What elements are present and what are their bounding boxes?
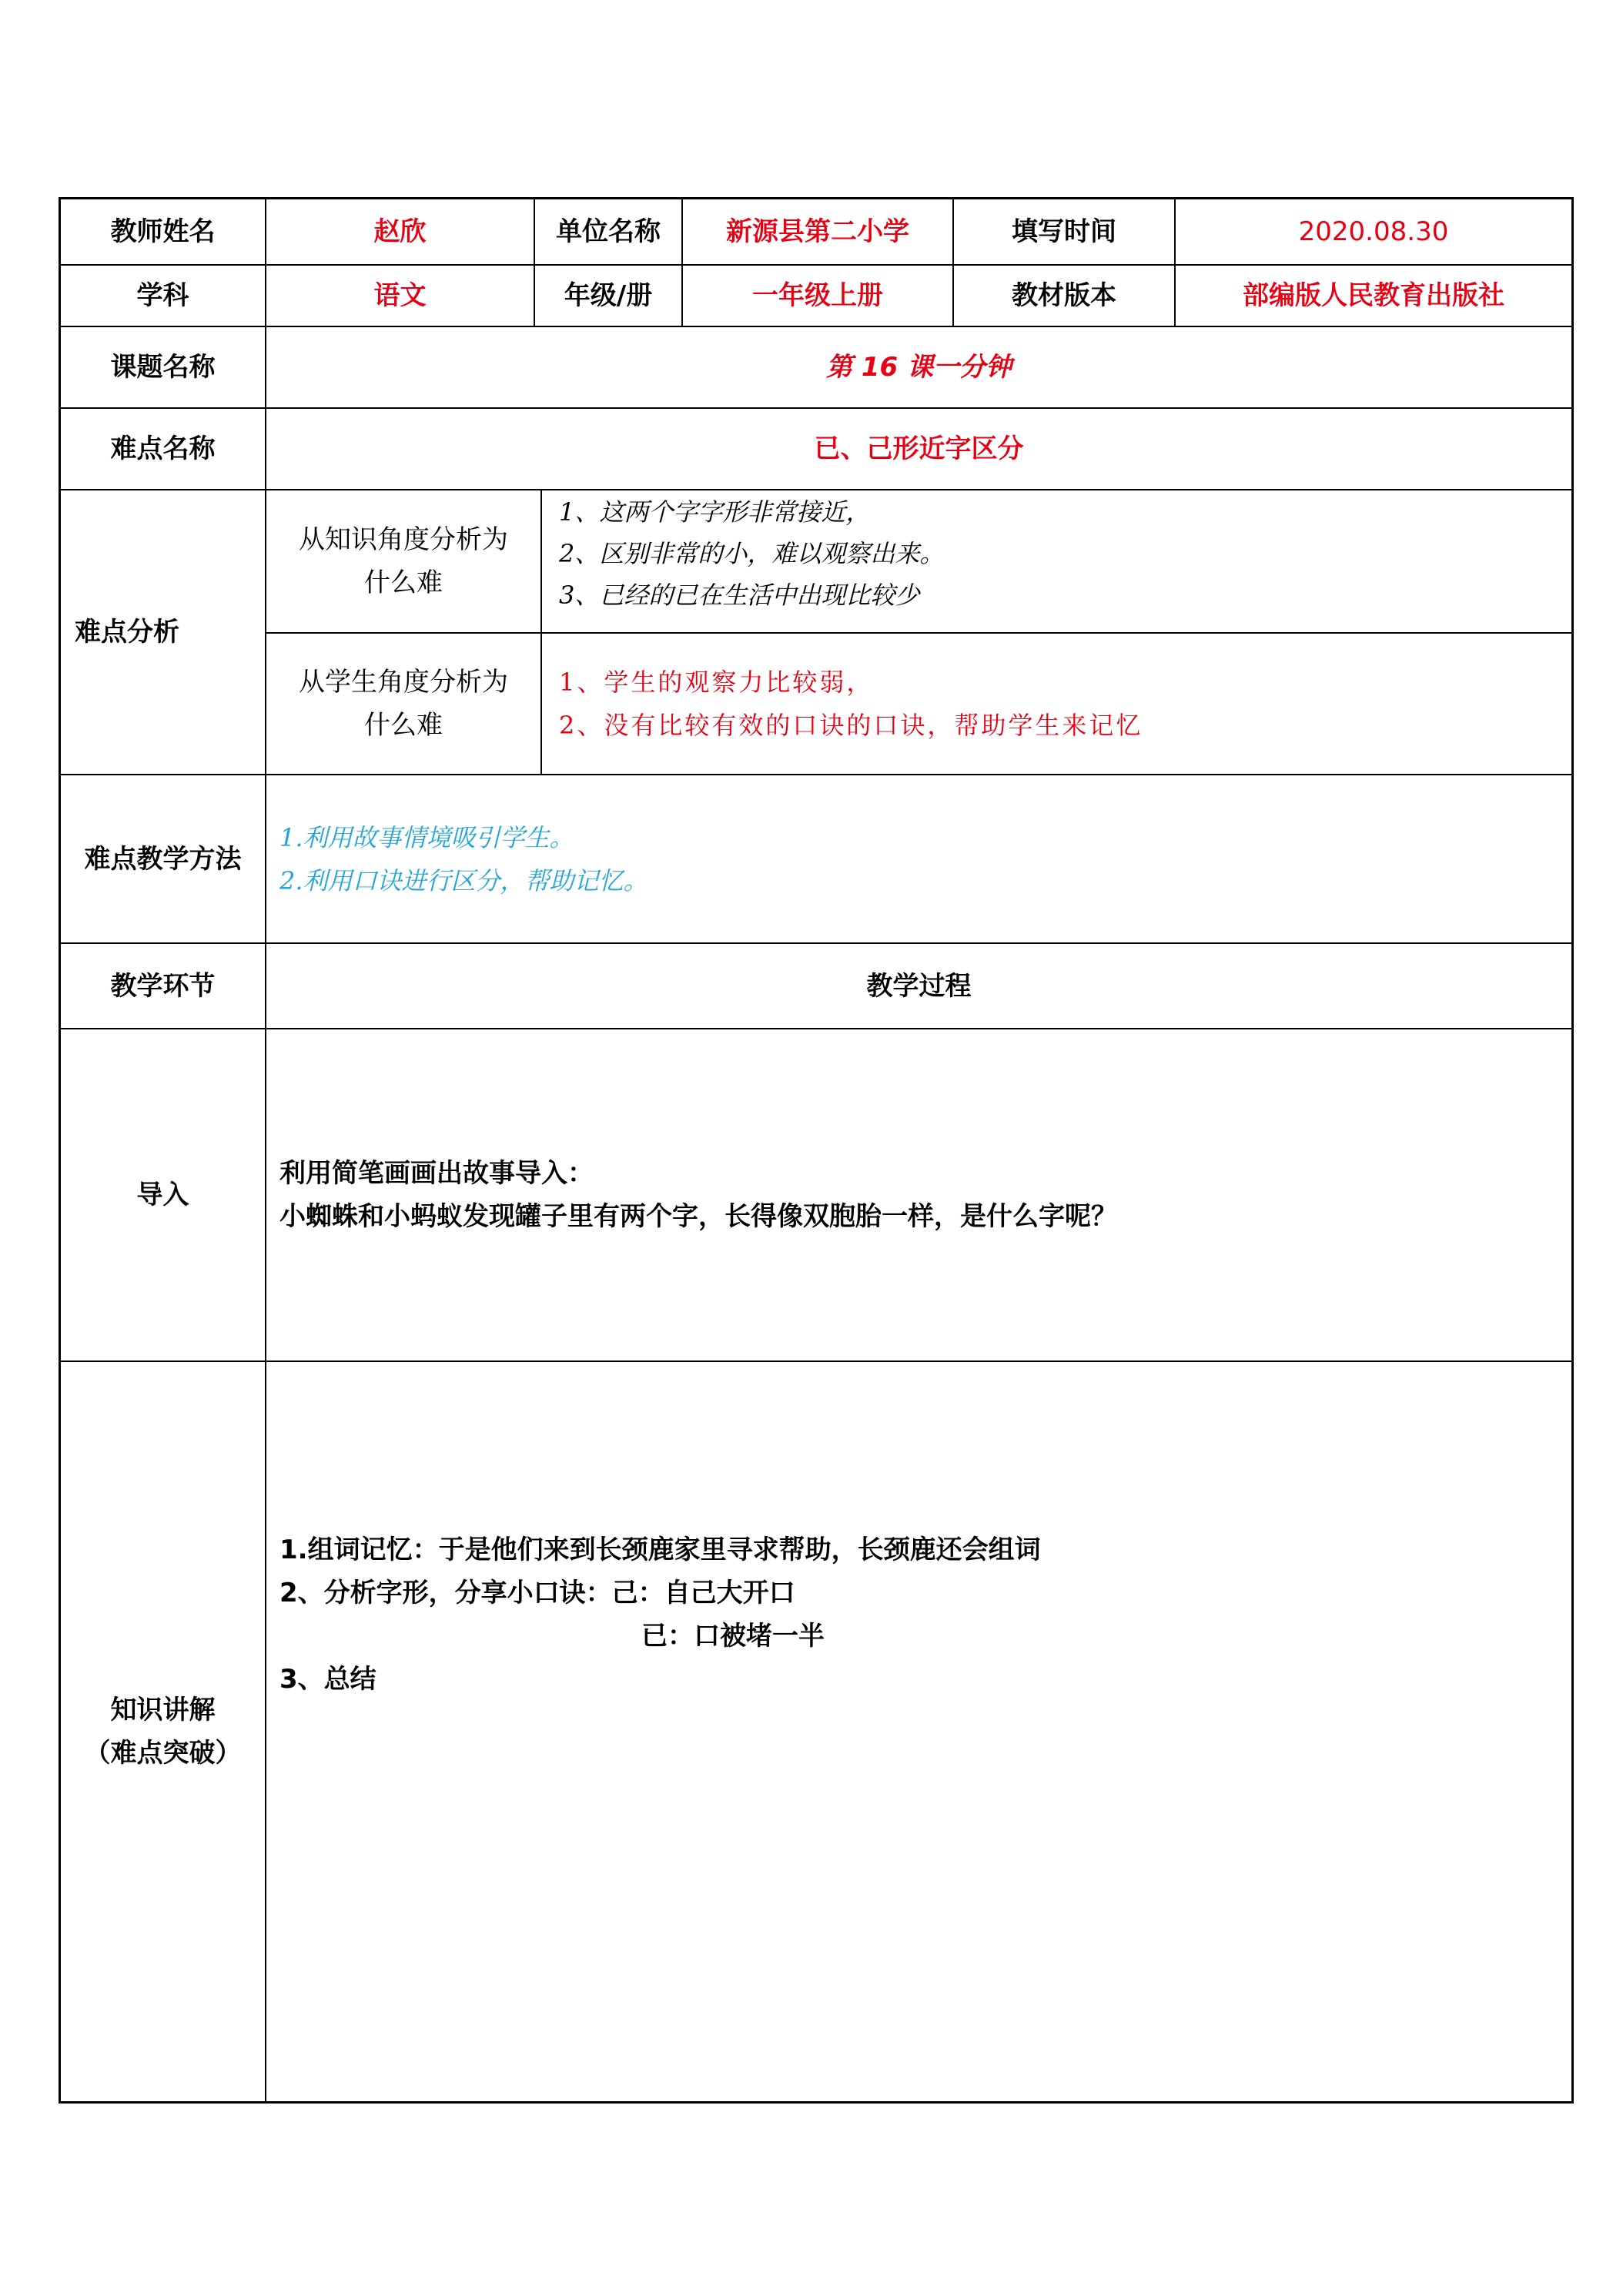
student-angle-label: [266, 634, 540, 774]
knowledge-angle-label: [266, 490, 540, 632]
subject-value: 语文: [373, 280, 427, 311]
knowledge-explanation-label-line1: 知识讲解: [110, 1695, 216, 1725]
edition-value: 部编版人民教育出版社: [1243, 280, 1504, 311]
teaching-process-label: 教学过程: [866, 970, 972, 1002]
lesson-design-table: [59, 197, 1574, 2104]
knowledge-line-4: 3、总结: [279, 1664, 376, 1695]
intro-line-2: 小蜘蛛和小蚂蚁发现罐子里有两个字，长得像双胞胎一样，是什么字呢？: [279, 1201, 1117, 1232]
student-angle-label-line2: 什么难: [364, 710, 443, 741]
fill-date-label: 填写时间: [1012, 216, 1116, 247]
topic-value: 第 16 课一分钟: [826, 352, 1012, 383]
edition-label: 教材版本: [1012, 280, 1116, 311]
difficulty-value: 已、己形近字区分: [814, 433, 1024, 464]
column-divider: [540, 489, 542, 774]
difficulty-label: 难点名称: [110, 433, 216, 464]
student-line-1: 1、学生的观察力比较弱，: [559, 668, 874, 697]
analysis-label: 难点分析: [75, 617, 179, 648]
knowledge-explanation-label-line2: （难点突破）: [84, 1738, 242, 1769]
knowledge-line-1: 1、这两个字字形非常接近，: [559, 497, 871, 527]
knowledge-line-3: 已：口被堵一半: [641, 1621, 825, 1652]
knowledge-line-3: 3、已经的已在生活中出现比较少: [559, 581, 920, 610]
knowledge-angle-label-line1: 从知识角度分析为: [299, 524, 508, 555]
knowledge-explanation-label: [61, 1362, 265, 2101]
teacher-name-value: 赵欣: [373, 216, 427, 247]
intro-label: 导入: [136, 1180, 189, 1210]
grade-label: 年级/册: [564, 280, 653, 311]
student-line-2: 2、没有比较有效的口诀的口诀，帮助学生来记忆: [559, 711, 1143, 740]
unit-name-value: 新源县第二小学: [726, 216, 909, 247]
student-angle-content: [559, 634, 1560, 774]
knowledge-angle-content: [559, 490, 1560, 632]
intro-line-1: 利用简笔画画出故事导入：: [279, 1158, 594, 1189]
unit-name-label: 单位名称: [556, 216, 661, 247]
knowledge-line-1: 1.组词记忆：于是他们来到长颈鹿家里寻求帮助，长颈鹿还会组词: [279, 1535, 1041, 1565]
fill-date-value: 2020.08.30: [1298, 216, 1449, 247]
student-angle-label-line1: 从学生角度分析为: [299, 667, 508, 698]
knowledge-line-2: 2、区别非常的小，难以观察出来。: [559, 539, 945, 568]
teaching-method-content: [279, 775, 1558, 942]
knowledge-explanation-content: [279, 1362, 1558, 2101]
subject-label: 学科: [136, 280, 189, 311]
teaching-step-label: 教学环节: [110, 970, 216, 1002]
teacher-name-label: 教师姓名: [110, 216, 216, 247]
intro-content: [279, 1029, 1558, 1361]
knowledge-line-2: 2、分析字形，分享小口诀：己：自己大开口: [279, 1578, 795, 1608]
topic-label: 课题名称: [110, 352, 216, 383]
knowledge-angle-label-line2: 什么难: [364, 567, 443, 598]
method-line-1: 1.利用故事情境吸引学生。: [279, 822, 574, 852]
method-line-2: 2.利用口诀进行区分，帮助记忆。: [279, 865, 648, 895]
teaching-method-label: 难点教学方法: [84, 843, 242, 875]
grade-value: 一年级上册: [752, 280, 883, 311]
